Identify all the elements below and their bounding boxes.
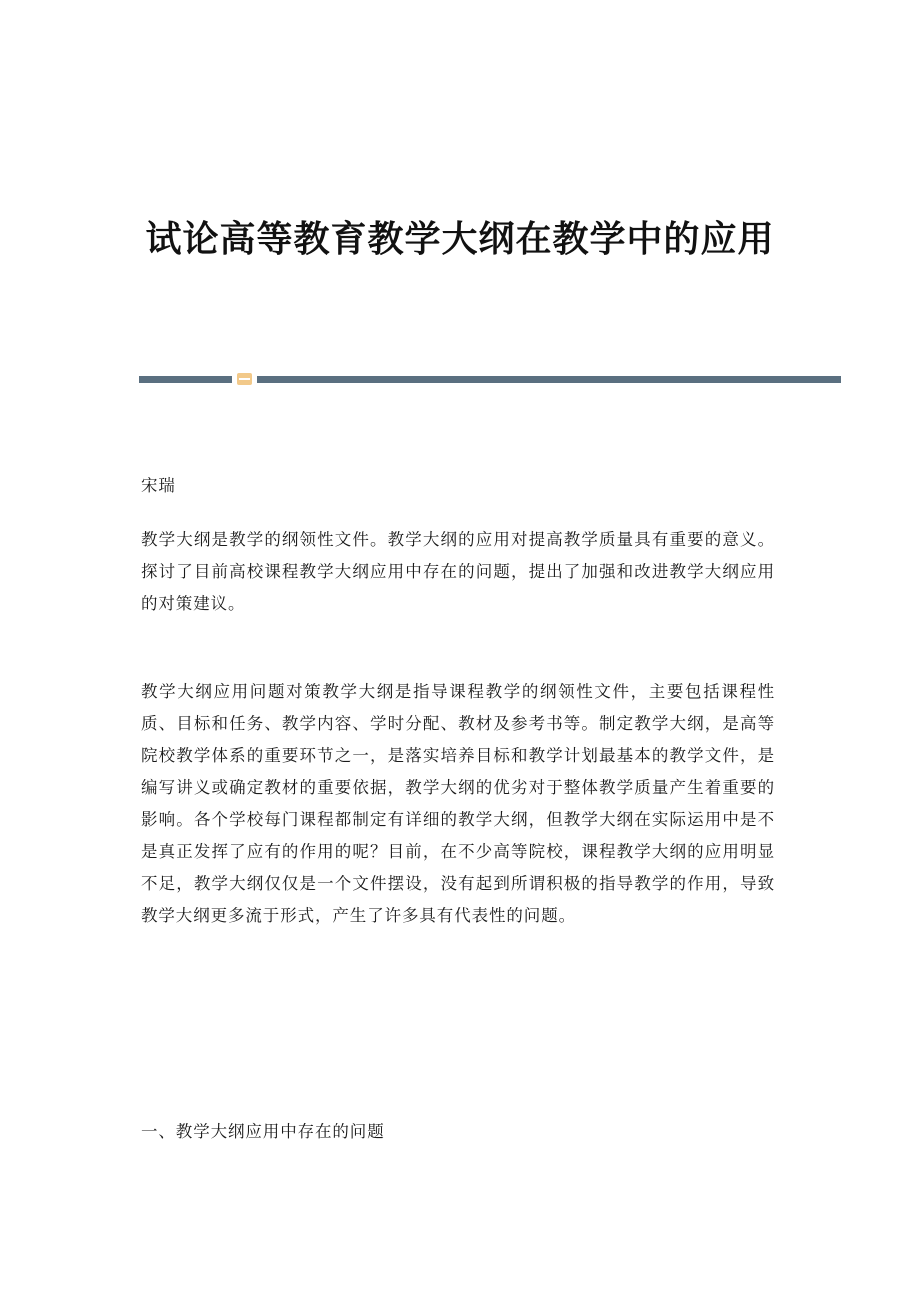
- author-name: 宋瑞: [141, 476, 176, 495]
- document-title: 试论高等教育教学大纲在教学中的应用: [145, 218, 775, 261]
- divider-bar-right: [257, 376, 841, 383]
- divider-ornament-icon: [237, 373, 252, 385]
- divider-bar-left: [139, 376, 232, 383]
- title-divider: [139, 370, 841, 386]
- body-paragraph: 教学大纲应用问题对策教学大纲是指导课程教学的纲领性文件，主要包括课程性质、目标和任务、教学内容、学时分配、教材及参考书等。制定教学大纲，是高等院校教学体系的重要环节之一，是落实培养目标和教学计划最基本的教学文件，是编写讲义或确定教材的重要依据，教学大纲的优劣对于整体教学质量产生着重要的影响。各个学校每门课程都制定有详细的教学大纲，但教学大纲在实际运用中是不是真正发挥了应有的作用的呢？目前，在不少高等院校，课程教学大纲的应用明显不足，教学大纲仅仅是一个文件摆设，没有起到所谓积极的指导教学的作用，导致教学大纲更多流于形式，产生了许多具有代表性的问题。: [141, 682, 775, 925]
- abstract-paragraph: 教学大纲是教学的纲领性文件。教学大纲的应用对提高教学质量具有重要的意义。探讨了目前高校课程教学大纲应用中存在的问题，提出了加强和改进教学大纲应用的对策建议。: [141, 530, 775, 613]
- section-heading: 一、教学大纲应用中存在的问题: [141, 1122, 385, 1141]
